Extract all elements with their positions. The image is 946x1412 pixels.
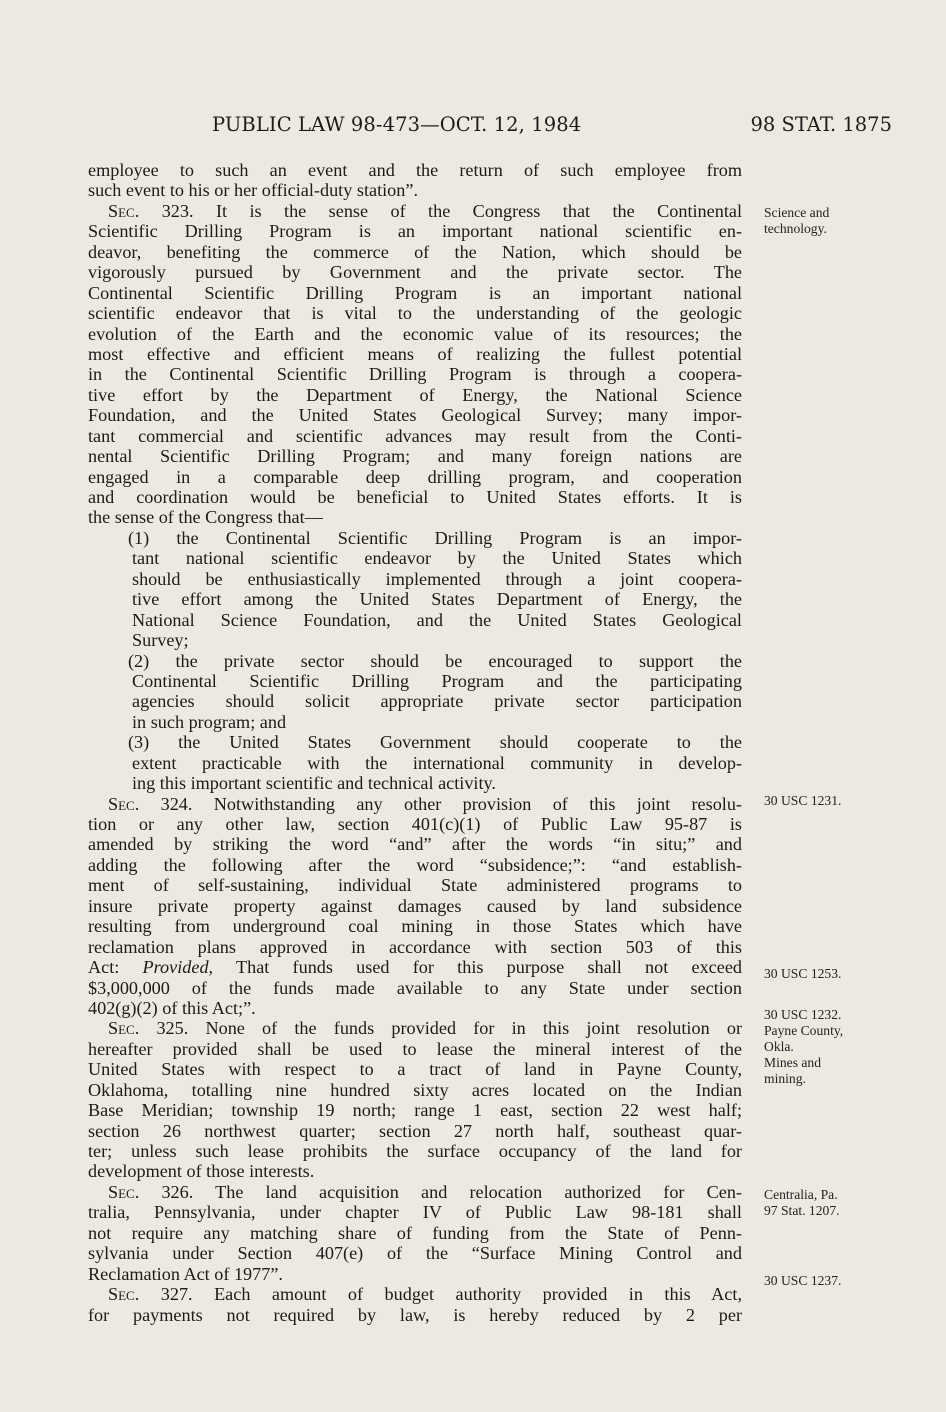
text-line: nental Scientific Drilling Program; and many foreign nations are — [88, 446, 742, 467]
text-line: employee to such an event and the return of such employee from — [88, 160, 742, 180]
margin-note-line: 30 USC 1237. — [764, 1273, 842, 1288]
text-line: such event to his or her official-duty station”. — [88, 180, 418, 201]
text-line: tive effort among the United States Department of Energy, the — [132, 589, 742, 610]
text-line: hereafter provided shall be used to lease the mineral interest of the — [88, 1038, 742, 1059]
statute-page-number: 98 STAT. 1875 — [750, 113, 892, 136]
text-line: should be enthusiastically implemented through a joint coopera- — [132, 568, 742, 589]
text-line: Sec. 324. Notwithstanding any other provision of this joint resolu- — [108, 793, 742, 814]
text-line: in such program; and — [132, 711, 287, 732]
text-line: ment of self-sustaining, individual State administered programs to — [88, 875, 742, 896]
text-line: most effective and efficient means of realizing the fullest potential — [88, 343, 742, 364]
text-line: Base Meridian; township 19 north; range 1 east, section 22 west half; — [88, 1100, 742, 1121]
text-line: adding the following after the word “subsidence;”: “and establish- — [88, 854, 742, 875]
margin-note-line: mining. — [764, 1071, 806, 1086]
margin-note-line: Science and — [764, 205, 830, 220]
text-line: section 26 northwest quarter; section 27 north half, southeast quar- — [88, 1120, 742, 1141]
text-line: Continental Scientific Drilling Program is an important national — [88, 282, 742, 303]
text-line: tralia, Pennsylvania, under chapter IV of Public Law 98-181 shall — [88, 1202, 742, 1223]
margin-note-line: Payne County, — [764, 1023, 844, 1038]
margin-note-line: 97 Stat. 1207. — [764, 1203, 840, 1218]
margin-note-line: 30 USC 1253. — [764, 966, 842, 981]
text-line: tive effort by the Department of Energy, the National Science — [88, 384, 742, 405]
margin-note-line: Mines and — [764, 1055, 822, 1070]
text-line: Survey; — [132, 630, 189, 651]
margin-note — [764, 1273, 894, 1289]
text-line: tant commercial and scientific advances may result from the Conti- — [88, 425, 742, 446]
text-line: not require any matching share of funding from the State of Penn- — [88, 1222, 742, 1243]
text-line: engaged in a comparable deep drilling program, and cooperation — [88, 466, 742, 487]
margin-note-line: 30 USC 1231. — [764, 793, 842, 808]
text-line: tant national scientific endeavor by the United States which — [132, 548, 742, 569]
text-line: United States with respect to a tract of land in Payne County, — [88, 1059, 742, 1080]
text-line: extent practicable with the international community in develop- — [132, 752, 742, 773]
text-line: sylvania under Section 407(e) of the “Surface Mining Control and — [88, 1243, 742, 1264]
text-line: ing this important scientific and technical activity. — [132, 773, 496, 794]
text-line: reclamation plans approved in accordance with section 503 of this — [88, 936, 742, 957]
text-line: development of those interests. — [88, 1161, 315, 1182]
text-line: the sense of the Congress that— — [88, 507, 323, 528]
text-line: vigorously pursued by Government and the private sector. The — [88, 262, 742, 283]
text-line: and coordination would be beneficial to United States efforts. It is — [88, 487, 742, 507]
text-line: for payments not required by law, is hereby reduced by 2 per — [88, 1304, 742, 1325]
text-line: Sec. 326. The land acquisition and relocation authorized for Cen- — [108, 1181, 742, 1202]
margin-note — [764, 1187, 894, 1219]
margin-note-line: Okla. — [764, 1039, 794, 1054]
margin-note-line: 30 USC 1232. — [764, 1007, 842, 1022]
text-line: deavor, benefiting the commerce of the Nation, which should be — [88, 241, 742, 262]
text-line: Sec. 323. It is the sense of the Congress that the Continental — [108, 200, 742, 221]
running-head-title: PUBLIC LAW 98-473—OCT. 12, 1984 — [212, 113, 582, 136]
text-line: ter; unless such lease prohibits the surface occupancy of the land for — [88, 1141, 742, 1161]
margin-note — [764, 966, 894, 982]
page-header — [88, 113, 892, 147]
text-line: Foundation, and the United States Geological Survey; many impor- — [88, 405, 742, 426]
text-line: Scientific Drilling Program is an important national scientific en- — [88, 221, 742, 242]
margin-note — [764, 793, 894, 809]
margin-note — [764, 1007, 894, 1087]
text-line: Reclamation Act of 1977”. — [88, 1263, 283, 1284]
body-text — [88, 160, 742, 1325]
text-line: (1) the Continental Scientific Drilling Program is an impor- — [128, 527, 742, 548]
text-line: evolution of the Earth and the economic value of its resources; the — [88, 323, 742, 344]
text-line: (2) the private sector should be encouraged to support the — [128, 650, 742, 671]
margin-note — [764, 205, 894, 237]
text-line: 402(g)(2) of this Act;”. — [88, 997, 256, 1018]
text-line: resulting from underground coal mining in those States which have — [88, 916, 742, 937]
text-line: insure private property against damages caused by land subsidence — [88, 895, 742, 916]
text-line: tion or any other law, section 401(c)(1) of Public Law 95-87 is — [88, 814, 742, 834]
text-line: Sec. 327. Each amount of budget authority provided in this Act, — [108, 1284, 742, 1305]
margin-note-line: technology. — [764, 221, 827, 236]
margin-note-line: Centralia, Pa. — [764, 1187, 838, 1202]
text-line: National Science Foundation, and the United States Geological — [132, 609, 742, 630]
text-line: (3) the United States Government should cooperate to the — [128, 732, 742, 753]
text-line: in the Continental Scientific Drilling Program is through a coopera- — [88, 364, 742, 385]
text-line: Sec. 325. None of the funds provided for in this joint resolution or — [108, 1018, 742, 1039]
text-line: Oklahoma, totalling nine hundred sixty acres located on the Indian — [88, 1079, 742, 1100]
text-line: Act: Provided, That funds used for this purpose shall not exceed — [88, 957, 742, 978]
text-line: amended by striking the word “and” after the words “in situ;” and — [88, 834, 742, 855]
text-line: $3,000,000 of the funds made available to any State under section — [88, 977, 742, 998]
text-line: agencies should solicit appropriate private sector participation — [132, 691, 742, 712]
text-line: Continental Scientific Drilling Program and the participating — [132, 670, 742, 691]
text-line: scientific endeavor that is vital to the understanding of the geologic — [88, 303, 742, 324]
